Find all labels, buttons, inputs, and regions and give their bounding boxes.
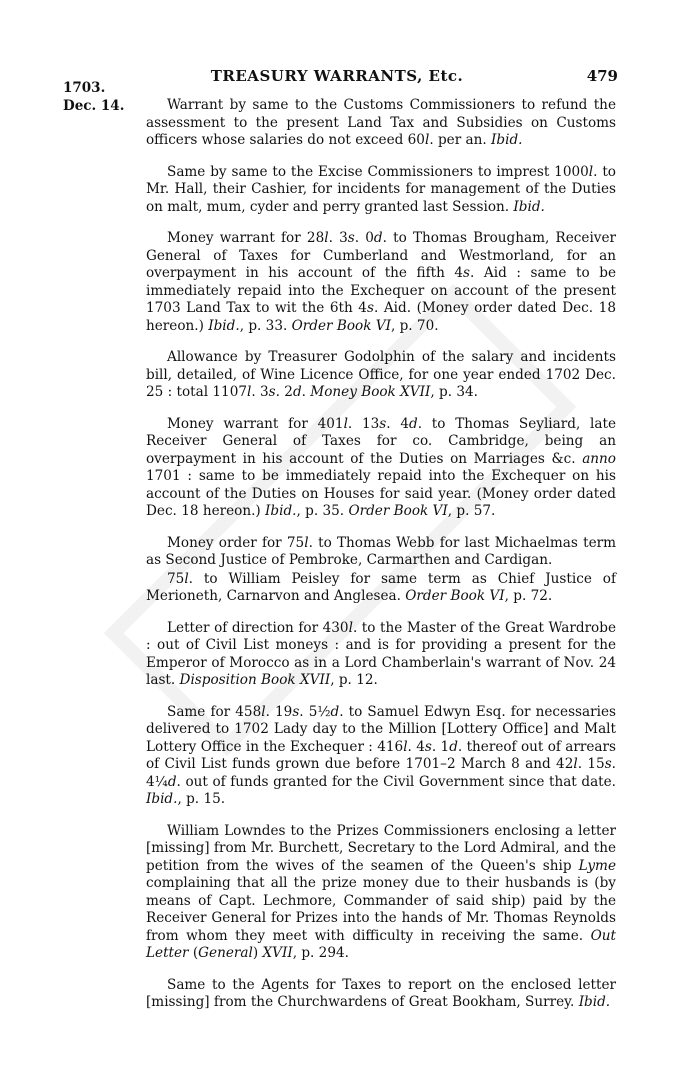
entry-text: Warrant by same to the Customs Commissioners to refund the assessment to the present Land Tax and Subsidies on Customs officers whose salaries do not exceed 60 <box>146 97 616 148</box>
entry-text: . to Samuel Edwyn Esq. for necessaries delivered to 1702 Lady day to the Million [Lottery Office] and Malt Lottery Office in the Exchequer : 416 <box>146 703 616 755</box>
italic-text: Money Book XVII <box>310 384 431 400</box>
entry-text: . Aid. (Money order dated Dec. 18 hereon.) <box>146 300 616 334</box>
italic-text: Order Book VI <box>291 317 391 334</box>
italic-text: s <box>268 384 276 400</box>
entry-text: Same by same to the Excise Commissioners to imprest 1000 <box>167 163 589 180</box>
entry-text: . 5½ <box>299 703 331 720</box>
italic-text: s <box>424 738 432 755</box>
italic-text: Order Book VI <box>348 503 448 519</box>
entry-text: complaining that all the prize money due to their husbands is (by means of Capt. Lechmore, Commander of said ship) paid by the Receiver General for Prizes into the hands of Mr. Thomas Reynolds from whom they meet with difficulty in receiving the same. <box>146 875 616 944</box>
entry-text: . to the Master of the Great Wardrobe : out of Civil List moneys : and is for providing a present for the Emperor of Morocco as in a Lord Chamberlain's warrant of Nov. 24 last. <box>146 619 616 688</box>
entry-paragraph <box>146 823 616 963</box>
italic-text: d <box>167 773 177 790</box>
entry-paragraph <box>146 349 616 402</box>
italic-text: Out Letter <box>146 927 616 961</box>
entry-text: , p. 35. <box>296 503 349 519</box>
italic-text: d <box>292 384 302 400</box>
entry-text: , p. 294. <box>292 945 349 961</box>
italic-text: d <box>409 415 418 432</box>
italic-text: l <box>424 132 430 148</box>
entry-text: Letter of direction for 430 <box>167 619 349 636</box>
entry-text: . to William Peisley for same term as Chief Justice of Merioneth, Carnarvon and Anglesea. <box>146 570 616 604</box>
margin-year: 1703. <box>63 80 106 96</box>
italic-text: d <box>373 230 383 246</box>
entry-text: , p. 70. <box>390 317 439 334</box>
entry-text: . to Thomas Seyliard, late Receiver General of Taxes for co. Cambridge, being an overpayment in his account of the Duties on Marriages &c. <box>146 415 616 467</box>
entry-text: . 4 <box>407 738 425 755</box>
italic-text: Disposition Book XVII <box>179 672 331 688</box>
entry-text: , p. 72. <box>504 588 553 604</box>
entry-text: . 4¼ <box>146 756 616 790</box>
italic-text: s <box>463 265 471 281</box>
italic-text: Lyme <box>578 857 616 874</box>
italic-text: s <box>366 300 374 316</box>
italic-text: Ibid. <box>491 132 523 148</box>
document-body <box>146 97 616 1026</box>
entry-text: Money warrant for 401 <box>167 415 344 432</box>
entry-paragraph <box>146 416 616 521</box>
italic-text: General <box>198 945 253 961</box>
italic-text: Ibid. <box>578 994 611 1010</box>
entry-text: , p. 15. <box>177 791 226 807</box>
entry-text: . out of funds granted for the Civil Government since that date. <box>176 773 616 790</box>
entry-text: . 3 <box>251 384 269 400</box>
entry-paragraph <box>146 704 616 809</box>
entry-text: . to Thomas Brougham, Receiver General of Taxes for Cumberland and Westmorland, for an overpayment in his account of the fifth 4 <box>146 230 617 281</box>
entry-paragraph <box>146 571 616 606</box>
entry-text: . thereof out of arrears of Civil List funds grown due before 1701–2 March 8 and 42 <box>146 738 616 772</box>
italic-text: s <box>347 230 355 246</box>
margin-date: Dec. 14. <box>63 98 125 114</box>
entry-text: Allowance by Treasurer Godolphin of the salary and incidents bill, detailed, of Wine Licence Office, for one year ended 1702 Dec. 25 : total 1107 <box>146 349 616 400</box>
entry-text: William Lowndes to the Prizes Commissioners enclosing a letter [missing] from Mr. Burchett, Secretary to the Lord Admiral, and the petition from the wives of the seamen of the Queen's ship <box>146 822 616 874</box>
italic-text: s <box>292 703 300 720</box>
entry-paragraph <box>146 977 616 1012</box>
italic-text: d <box>330 703 340 720</box>
entry-text: Same for 458 <box>167 703 262 720</box>
entry-text: . <box>301 384 311 400</box>
italic-text: s <box>604 756 612 772</box>
italic-text: l <box>348 619 353 636</box>
entry-text: , p. 33. <box>239 317 292 334</box>
italic-text: Ibid. <box>208 317 240 334</box>
entry-paragraph <box>146 620 616 690</box>
entry-text: . to Thomas Webb for last Michaelmas term as Second Justice of Pembroke, Carmarthen and Cardigan. <box>146 534 617 568</box>
italic-text: l <box>573 756 578 772</box>
italic-text: l <box>184 570 189 587</box>
entry-text: . 3 <box>328 230 348 246</box>
entry-text: , p. 34. <box>430 384 478 400</box>
entry-text: , p. 12. <box>330 672 378 688</box>
entry-text: Money warrant for 28 <box>167 230 325 246</box>
italic-text: l <box>324 230 329 246</box>
italic-text: anno <box>582 450 616 467</box>
italic-text: l <box>261 703 266 720</box>
italic-text: l <box>304 534 309 551</box>
italic-text: d <box>449 738 458 755</box>
entry-text: 1701 : same to be immediately repaid into the Exchequer on his account of the Duties on Houses for said year. (Money order dated Dec. 18 hereon.) <box>146 468 616 519</box>
entry-text: . 0 <box>354 230 374 246</box>
entry-text: ) <box>252 945 263 961</box>
entry-text: , p. 57. <box>447 503 496 519</box>
italic-text: Order Book VI <box>405 588 505 604</box>
entry-text: Same to the Agents for Taxes to report on the enclosed letter [missing] from the Churchwardens of Great Bookham, Surrey. <box>146 976 616 1010</box>
entry-text: . 13 <box>347 415 380 432</box>
running-title: TREASURY WARRANTS, Etc. <box>210 67 464 85</box>
entry-text: . 1 <box>431 738 450 755</box>
entry-text: . to Mr. Hall, their Cashier, for incidents for management of the Duties on malt, mum, cyder and perry granted last Session. <box>146 163 616 215</box>
page-number: 479 <box>586 67 618 85</box>
entry-text: . 15 <box>577 756 605 772</box>
italic-text: l <box>247 384 252 400</box>
entry-text: . per an. <box>429 132 492 148</box>
italic-text: l <box>403 738 408 755</box>
entry-text: Money order for 75 <box>167 534 305 551</box>
entry-paragraph <box>146 535 616 570</box>
italic-text: s <box>379 415 387 432</box>
entry-paragraph <box>146 97 616 150</box>
italic-text: XVII <box>262 945 293 961</box>
italic-text: Ibid. <box>513 198 545 215</box>
italic-text: Ibid. <box>146 791 178 807</box>
entry-text: . Aid : same to be immediately repaid into the Exchequer on account of the present 1703 Land Tax to wit the 6th 4 <box>146 265 616 316</box>
entry-text: . 4 <box>386 415 410 432</box>
italic-text: l <box>588 163 594 180</box>
entry-text: ( <box>188 945 199 961</box>
italic-text: l <box>343 415 348 432</box>
italic-text: Ibid. <box>265 503 297 519</box>
entry-paragraph <box>146 164 616 217</box>
entry-paragraph <box>146 230 616 335</box>
entry-text: . 2 <box>275 384 293 400</box>
entry-text: 75 <box>167 570 185 587</box>
entry-text: . 19 <box>265 703 293 720</box>
